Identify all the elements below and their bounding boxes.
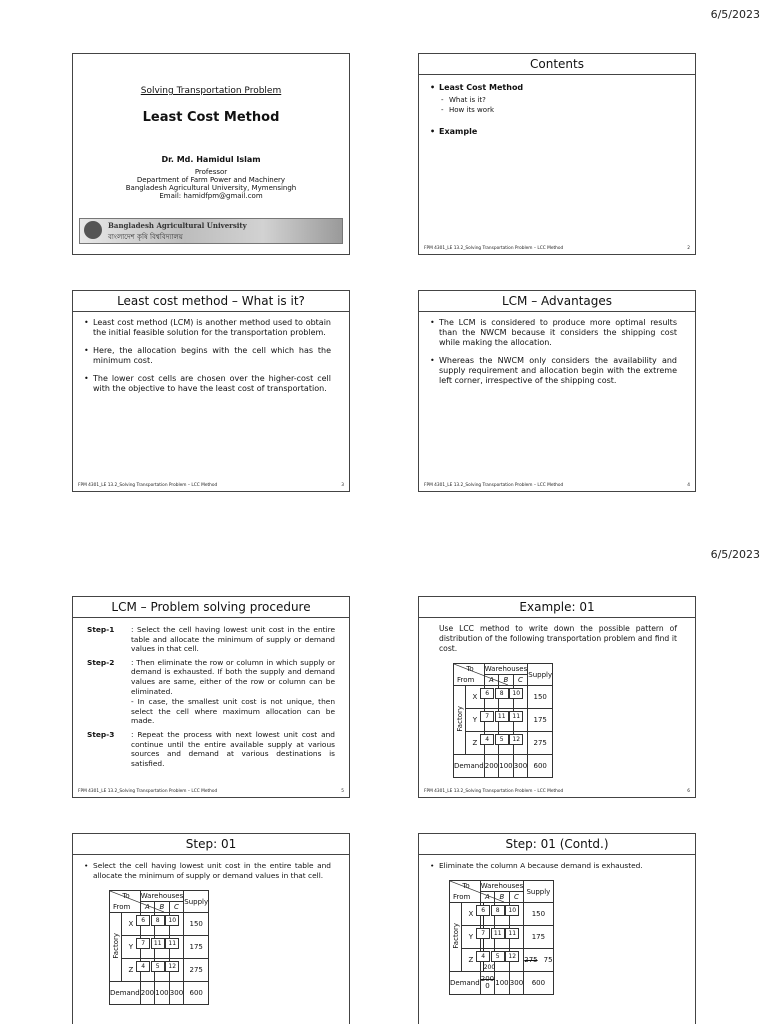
factory-label-cell [454,686,466,755]
from-label: From [113,903,131,911]
slide1-univ: Bangladesh Agricultural University, Mymensingh [125,184,297,192]
university-seal-icon [84,221,102,239]
total-cell: 600 [524,972,553,995]
step-label [87,697,131,726]
unit-cost: 5 [151,961,165,972]
warehouses-header: Warehouses [140,892,184,900]
supply-cell: 150 [524,903,553,926]
warehouses-header: Warehouses [484,665,528,673]
logo-text-english: Bangladesh Agricultural University [108,221,247,230]
demand-label: Demand [450,972,481,995]
factory-label: Factory [451,923,460,949]
col-header: B [155,902,170,913]
to-from-header [454,664,485,686]
slide2-title: Contents [419,54,695,75]
unit-cost: 8 [151,915,165,926]
demand-cell: 100 [495,972,510,995]
slide3-bullet-1: • Least cost method (LCM) is another method used to obtain the initial feasible solution for the transportation problem. [93,318,331,338]
cost-cell [169,913,184,936]
supply-header: Supply [524,881,553,903]
total-cell: 600 [528,755,553,778]
slide1-email: Email: hamidfpm@gmail.com [159,192,263,200]
unit-cost: 11 [491,928,505,939]
demand-label: Demand [110,982,141,1005]
row-header: X [462,903,481,926]
unit-cost: 11 [495,711,509,722]
row-header: Y [122,936,141,959]
university-logo-banner [79,218,343,244]
transport-table [453,663,553,778]
col-header: A [484,675,499,686]
col-header: B [495,892,510,903]
demand-label: Demand [454,755,485,778]
row-header: X [466,686,485,709]
to-label: To [122,892,130,900]
supply-cell: 275 [184,959,209,982]
supply-cell: 150 [528,686,553,709]
col-header: B [499,675,514,686]
step-2-note [87,697,335,726]
slide4-bullet-1: • The LCM is considered to produce more optimal results than the NWCM because it considers the shipping cost while making the allocation. [439,318,677,348]
slide8-title: Step: 01 (Contd.) [419,834,695,855]
slide1-role: Professor [194,168,228,176]
unit-cost: 5 [491,951,505,962]
slide-title [72,53,350,255]
supply-header: Supply [528,664,553,686]
warehouses-header: Warehouses [480,882,524,890]
to-label: To [462,882,470,890]
demand-cell: 100 [155,982,170,1005]
slide7-title: Step: 01 [73,834,349,855]
row-header: X [122,913,141,936]
col-header: C [169,902,184,913]
slide-procedure [72,596,350,798]
supply-cell: 175 [524,926,553,949]
unit-cost: 7 [480,711,494,722]
from-label: From [453,893,471,901]
footer-text: FPM 4301_LE 13.2_Solving Transportation Problem – LCC Method [78,789,218,794]
contents-subitem-how: - How its work [449,105,695,115]
unit-cost: 6 [476,905,490,916]
unit-cost: 10 [505,905,519,916]
date-bottom: 6/5/2023 [710,548,760,561]
unit-cost: 10 [509,688,523,699]
slide2-footer [424,246,690,251]
supply-cell [524,949,553,972]
demand-cell: 300 [509,972,524,995]
slide1-title: Least Cost Method [142,110,280,125]
unit-cost: 11 [165,938,179,949]
supply-cell: 175 [528,709,553,732]
slide4-footer [424,483,690,488]
transport-table [449,880,554,995]
date-top: 6/5/2023 [710,8,760,21]
cost-cell [169,936,184,959]
slide4-bullet-2: • Whereas the NWCM only considers the availability and supply requirement and allocation begin with the extreme left corner, irrespective of the shipping cost. [439,356,677,386]
contents-subitem-what: - What is it? [449,95,695,105]
cost-cell [509,949,524,972]
factory-label-cell [450,903,462,972]
unit-cost: 4 [136,961,150,972]
row-header: Y [466,709,485,732]
cost-cell [169,959,184,982]
col-header: A [480,892,495,903]
step-text: : Select the cell having lowest unit cost in the entire table and allocate the minimum of supply or demand values in that cell. [131,625,335,654]
supply-header: Supply [184,891,209,913]
demand-cell: 200 [484,755,499,778]
step-2 [87,658,335,696]
supply-old: 275 [524,956,538,964]
unit-cost: 6 [136,915,150,926]
contents-item-example: • Example [439,127,677,137]
footer-text: FPM 4301_LE 13.2_Solving Transportation Problem – LCC Method [78,483,218,488]
slide-step-01-contd [418,833,696,1024]
slide-contents [418,53,696,255]
slide1-dept: Department of Farm Power and Machinery [136,176,286,184]
step-1 [87,625,335,654]
unit-cost: 7 [136,938,150,949]
page-number: 3 [341,483,344,488]
slide-step-01 [72,833,350,1024]
slide7-bullet: • Select the cell having lowest unit cost in the entire table and allocate the minimum of supply or demand values in that cell. [93,861,331,881]
slide6-footer [424,789,690,794]
transport-table [109,890,209,1005]
demand-cell [480,972,495,995]
page-number: 2 [687,246,690,251]
unit-cost: 7 [476,928,490,939]
supply-new: 75 [543,956,553,964]
slide-advantages [418,290,696,492]
factory-label: Factory [455,706,464,732]
demand-cell: 300 [169,982,184,1005]
to-label: To [466,665,474,673]
col-header: C [513,675,528,686]
demand-cell: 100 [499,755,514,778]
unit-cost: 5 [495,734,509,745]
step-label: Step-2 [87,657,115,667]
row-header: Z [462,949,481,972]
footer-text: FPM 4301_LE 13.2_Solving Transportation Problem – LCC Method [424,483,564,488]
step-text: : Then eliminate the row or column in which supply or demand is exhausted. If both the supply and demand values are same, either of the row or column can be eliminated. [131,657,335,696]
row-header: Y [462,926,481,949]
to-from-header [110,891,141,913]
unit-cost: 4 [476,951,490,962]
step-3 [87,730,335,768]
col-header: A [140,902,155,913]
footer-text: FPM 4301_LE 13.2_Solving Transportation Problem – LCC Method [424,246,564,251]
cost-cell [509,926,524,949]
unit-cost: 6 [480,688,494,699]
demand-cell: 200 [140,982,155,1005]
slide3-footer [78,483,344,488]
unit-cost: 11 [151,938,165,949]
demand-cell: 300 [513,755,528,778]
unit-cost: 10 [165,915,179,926]
unit-cost: 4 [480,734,494,745]
slide3-title: Least cost method – What is it? [73,291,349,312]
slide1-author: Dr. Md. Hamidul Islam [161,155,261,164]
factory-label: Factory [111,933,120,959]
supply-cell: 175 [184,936,209,959]
footer-text: FPM 4301_LE 13.2_Solving Transportation Problem – LCC Method [424,789,564,794]
from-label: From [457,676,475,684]
cost-cell [509,903,524,926]
demand-new: 0 [485,982,490,990]
cost-cell [513,709,528,732]
slide6-text: Use LCC method to write down the possible pattern of distribution of the following transportation problem and find it cost. [439,624,677,653]
step-text: - In case, the smallest unit cost is not unique, then select the cell where maximum allocation can be made. [131,697,335,726]
step-label: Step-1 [87,625,115,634]
col-header: C [509,892,524,903]
factory-label-cell [110,913,122,982]
slide3-bullet-2: • Here, the allocation begins with the cell which has the minimum cost. [93,346,331,366]
unit-cost: 8 [491,905,505,916]
slide8-bullet: • Eliminate the column A because demand is exhausted. [439,861,677,871]
page-number: 4 [687,483,690,488]
step-text: : Repeat the process with next lowest unit cost and continue until the entire available supply at various sources and demand at various destinations is satisfied. [131,729,335,768]
slide5-title: LCM – Problem solving procedure [73,597,349,618]
unit-cost: 12 [165,961,179,972]
slide5-footer [78,789,344,794]
unit-cost: 11 [509,711,523,722]
demand-old: 200 [480,975,495,983]
unit-cost: 12 [505,951,519,962]
logo-text-bangla: বাংলাদেশ কৃষি বিশ্ববিদ্যালয় [108,233,183,241]
slide1-subtitle: Solving Transportation Problem [140,86,282,96]
cost-cell [513,732,528,755]
step-label: Step-3 [87,729,115,739]
unit-cost: 12 [509,734,523,745]
slide3-bullet-3: • The lower cost cells are chosen over the higher-cost cell with the objective to have the least cost of transportation. [93,374,331,394]
allocation-value: 200 [483,964,496,971]
page-number: 6 [687,789,690,794]
slide6-title: Example: 01 [419,597,695,618]
to-from-header [450,881,481,903]
contents-item-lcm: • Least Cost Method [439,83,677,93]
supply-cell: 150 [184,913,209,936]
supply-cell: 275 [528,732,553,755]
unit-cost: 8 [495,688,509,699]
slide-example [418,596,696,798]
row-header: Z [122,959,141,982]
total-cell: 600 [184,982,209,1005]
slide4-title: LCM – Advantages [419,291,695,312]
slide-what-is-it [72,290,350,492]
unit-cost: 11 [505,928,519,939]
page-number: 5 [341,789,344,794]
cost-cell [513,686,528,709]
row-header: Z [466,732,485,755]
